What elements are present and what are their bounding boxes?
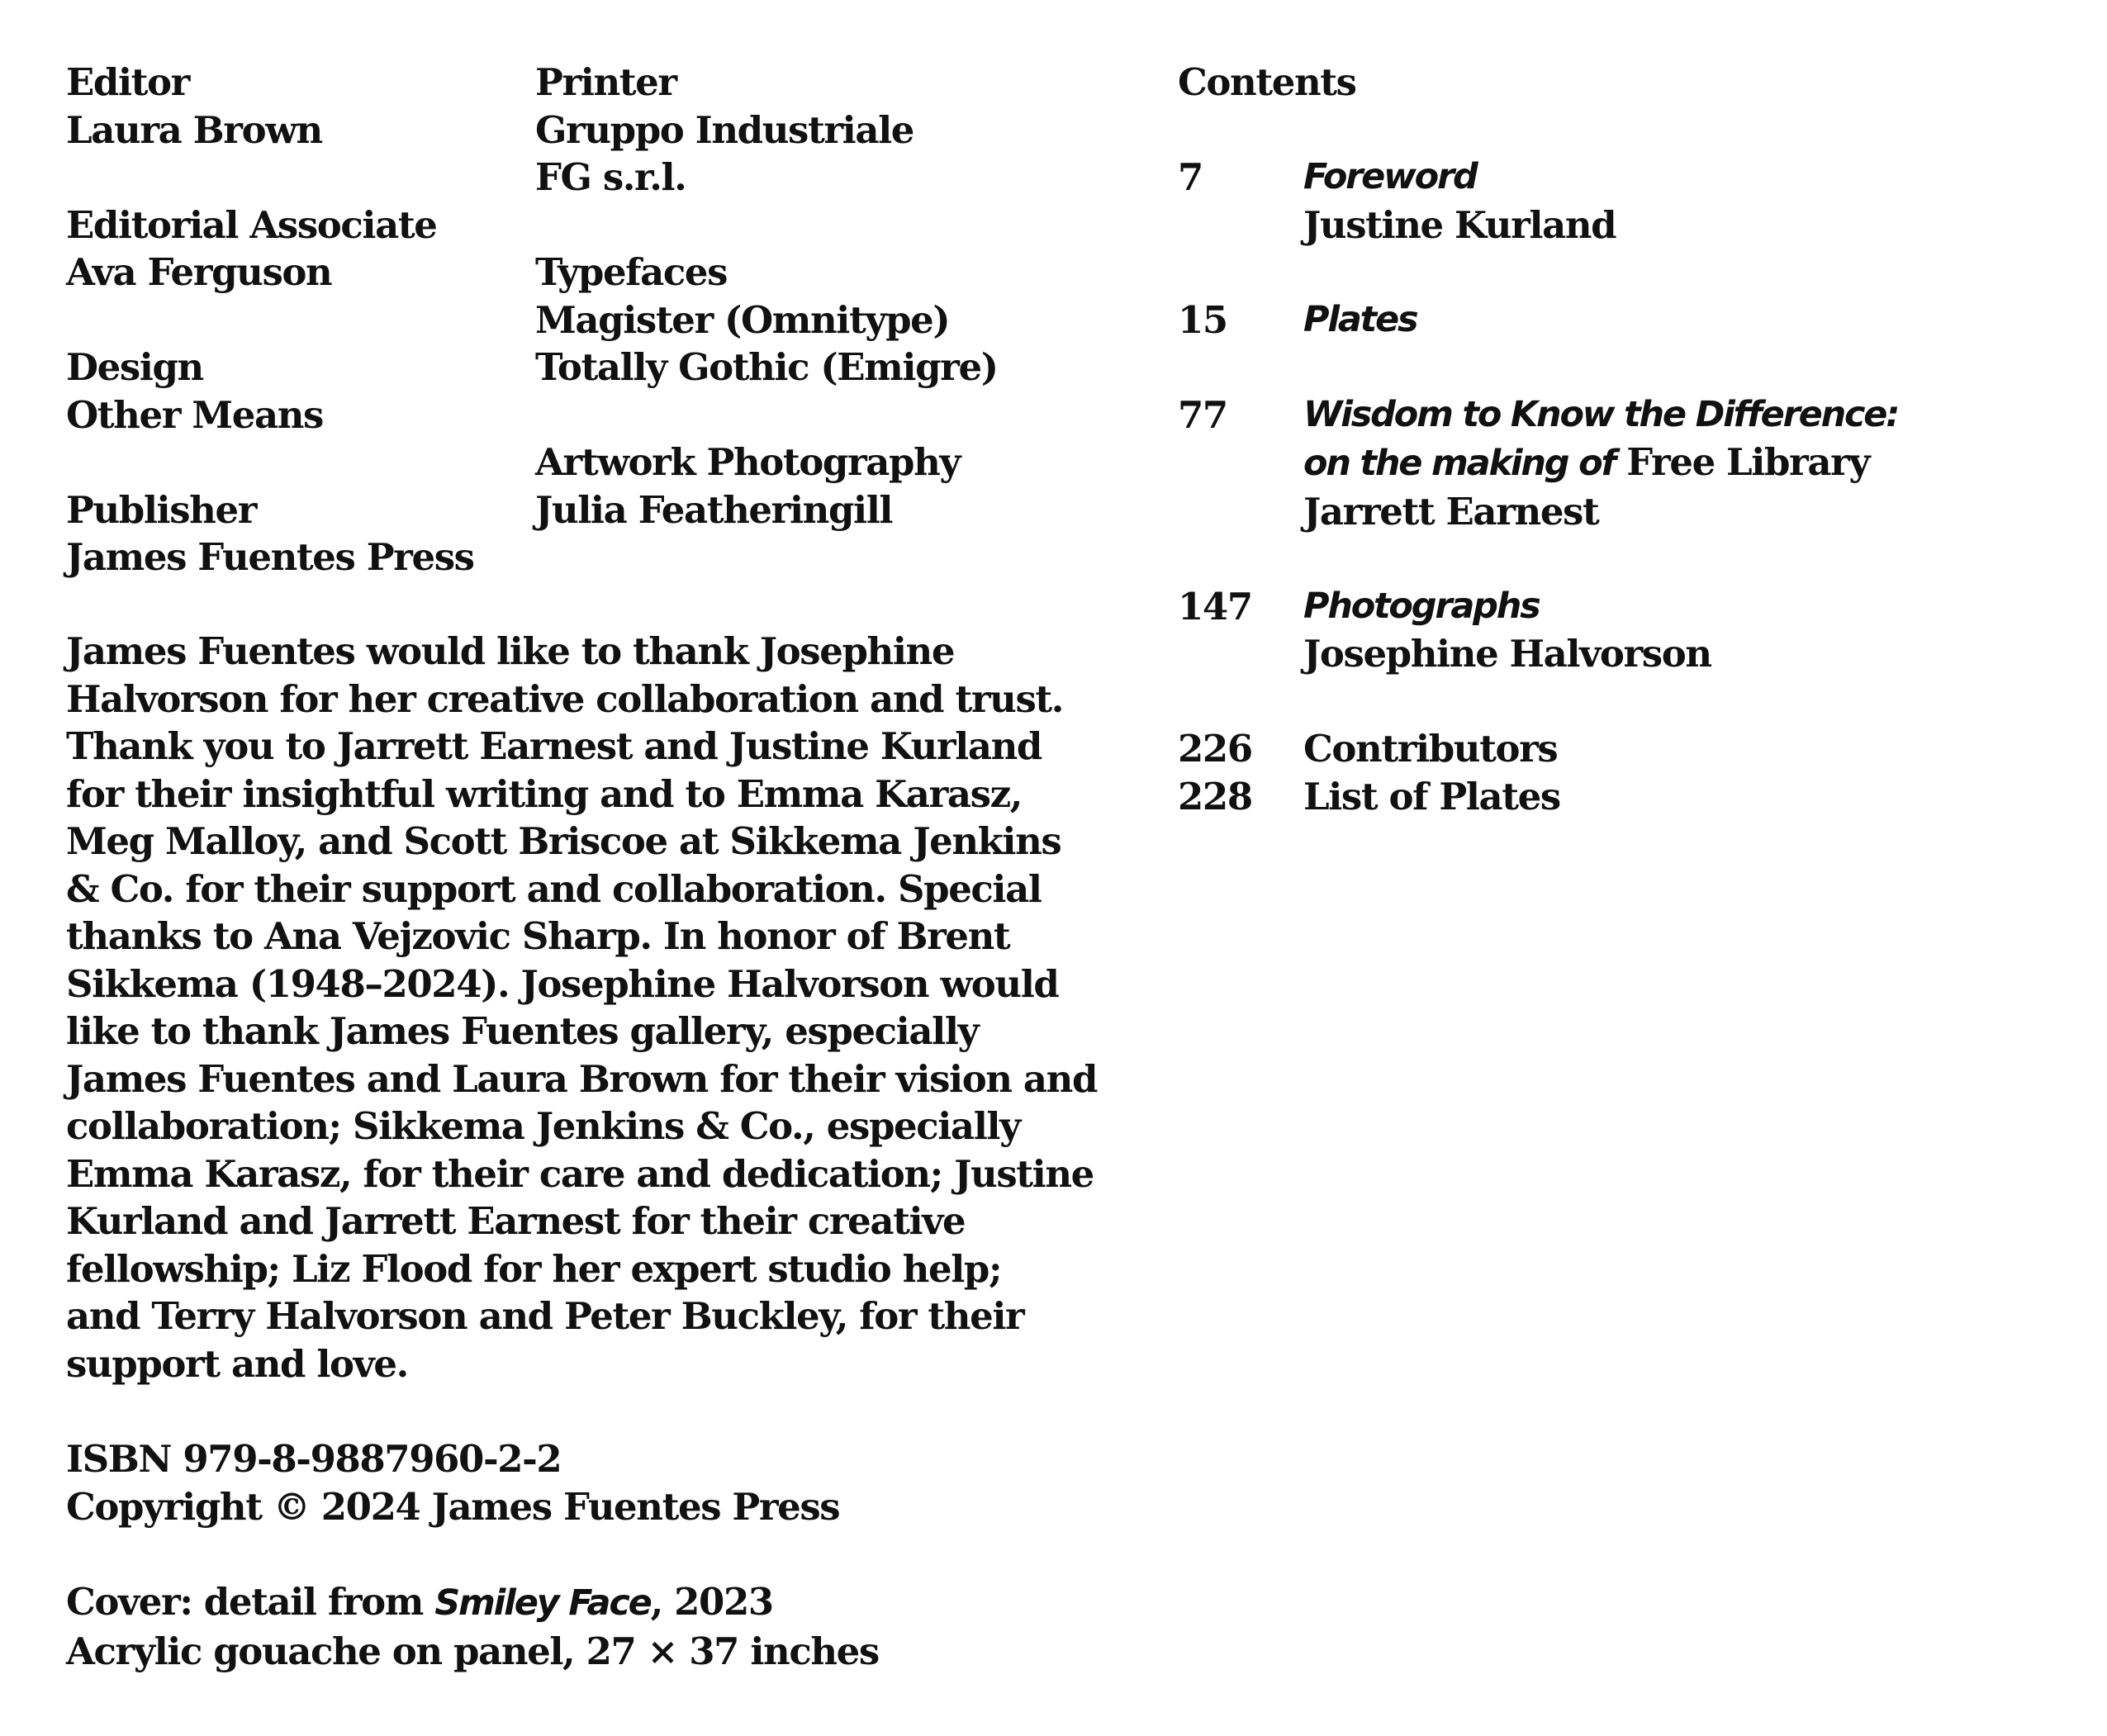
ack-line: for their insightful writing and to Emma Karasz,	[66, 771, 1022, 816]
credit-role: Publisher	[66, 487, 257, 532]
toc-entry-body	[1303, 154, 2086, 249]
credit-name: Julia Featheringill	[535, 487, 893, 532]
ack-line: & Co. for their support and collaboration. Special	[66, 866, 1042, 911]
credit-role: Editorial Associate	[66, 202, 437, 247]
toc-entry-body	[1303, 725, 2086, 773]
toc-author: Josephine Halvorson	[1303, 632, 1711, 676]
ack-line: Emma Karasz, for their care and dedication; Justine	[66, 1151, 1094, 1196]
toc-title: Contributors	[1303, 727, 1558, 771]
ack-line: thanks to Ana Vejzovic Sharp. In honor of Brent	[66, 914, 1010, 958]
ack-line: Kurland and Jarrett Earnest for their creative	[66, 1199, 966, 1243]
toc-page-number: 226	[1178, 727, 1252, 771]
toc-author: Jarrett Earnest	[1303, 489, 1599, 534]
toc-title: Foreword	[1303, 156, 1477, 197]
cover-year: , 2023	[650, 1580, 773, 1624]
ack-line: James Fuentes and Laura Brown for their vision and	[66, 1056, 1098, 1101]
credit-name: FG s.r.l.	[535, 155, 686, 199]
toc-page-number: 228	[1178, 774, 1252, 818]
toc-title: Photographs	[1303, 585, 1540, 627]
cover-medium: Acrylic gouache on panel, 27 × 37 inches	[66, 1629, 879, 1673]
isbn-block	[66, 1435, 966, 1530]
toc-page-number: 15	[1178, 297, 1227, 342]
contents-heading: Contents	[1178, 60, 1356, 104]
ack-line: support and love.	[66, 1341, 408, 1386]
toc-entry-body	[1303, 391, 2086, 536]
credits-left-column	[66, 59, 512, 581]
toc-page-number: 77	[1178, 392, 1227, 437]
toc-entry[interactable]	[1178, 583, 2086, 678]
ack-line: like to thank James Fuentes gallery, especially	[66, 1009, 979, 1053]
credit-role: Artwork Photography	[535, 440, 961, 484]
toc-title: List of Plates	[1303, 774, 1560, 818]
toc-title-continued	[1303, 439, 2086, 488]
credit-name: Ava Ferguson	[66, 250, 332, 294]
toc-entry[interactable]	[1178, 154, 2086, 249]
credit-name: Gruppo Industriale	[535, 107, 914, 152]
ack-line: Thank you to Jarrett Earnest and Justine Kurland	[66, 724, 1042, 768]
toc-entry[interactable]	[1178, 391, 2086, 536]
credit-name: Laura Brown	[66, 107, 322, 152]
toc-entry[interactable]	[1178, 773, 2086, 821]
ack-line: and Terry Halvorson and Peter Buckley, for their	[66, 1294, 1024, 1338]
credit-name: Magister (Omnitype)	[535, 297, 950, 342]
ack-line: Halvorson for her creative collaboration and trust.	[66, 676, 1064, 721]
cover-line	[66, 1578, 966, 1628]
isbn: ISBN 979-8-9887960-2-2	[66, 1437, 562, 1481]
credit-role: Printer	[535, 60, 676, 104]
copyright: Copyright © 2024 James Fuentes Press	[66, 1484, 840, 1529]
ack-line: collaboration; Sikkema Jenkins & Co., especially	[66, 1104, 1020, 1148]
ack-line: fellowship; Liz Flood for her expert studio help;	[66, 1246, 1002, 1291]
toc-title: Plates	[1303, 298, 1417, 340]
toc-list	[1178, 154, 2086, 820]
credit-name: James Fuentes Press	[66, 535, 474, 579]
toc-author: Justine Kurland	[1303, 202, 1616, 247]
credit-role: Typefaces	[535, 250, 728, 294]
toc-title: Wisdom to Know the Difference:	[1303, 393, 1899, 435]
table-of-contents	[1178, 59, 2086, 820]
toc-entry-body	[1303, 583, 2086, 678]
credit-name: Totally Gothic (Emigre)	[535, 345, 998, 389]
toc-page-number: 7	[1178, 155, 1203, 199]
cover-credit	[66, 1578, 966, 1675]
cover-artwork-title: Smiley Face	[434, 1582, 651, 1624]
toc-page-number: 147	[1178, 584, 1252, 628]
toc-title-roman-part: Free Library	[1615, 440, 1870, 484]
ack-line: James Fuentes would like to thank Josephine	[66, 629, 955, 673]
ack-line: Meg Malloy, and Scott Briscoe at Sikkema Jenkins	[66, 819, 1061, 863]
credit-role: Design	[66, 345, 203, 389]
credit-name: Other Means	[66, 392, 323, 437]
ack-line: Sikkema (1948–2024). Josephine Halvorson would	[66, 961, 1059, 1006]
toc-entry-body	[1303, 773, 2086, 821]
toc-entry[interactable]	[1178, 725, 2086, 773]
toc-entry[interactable]	[1178, 296, 2086, 344]
toc-title-italic-part: on the making of	[1303, 443, 1615, 484]
credit-role: Editor	[66, 60, 189, 104]
toc-entry-body	[1303, 296, 2086, 344]
credits-mid-column	[535, 59, 998, 534]
cover-prefix: Cover: detail from	[66, 1580, 435, 1624]
acknowledgements-paragraph	[66, 628, 1098, 1387]
